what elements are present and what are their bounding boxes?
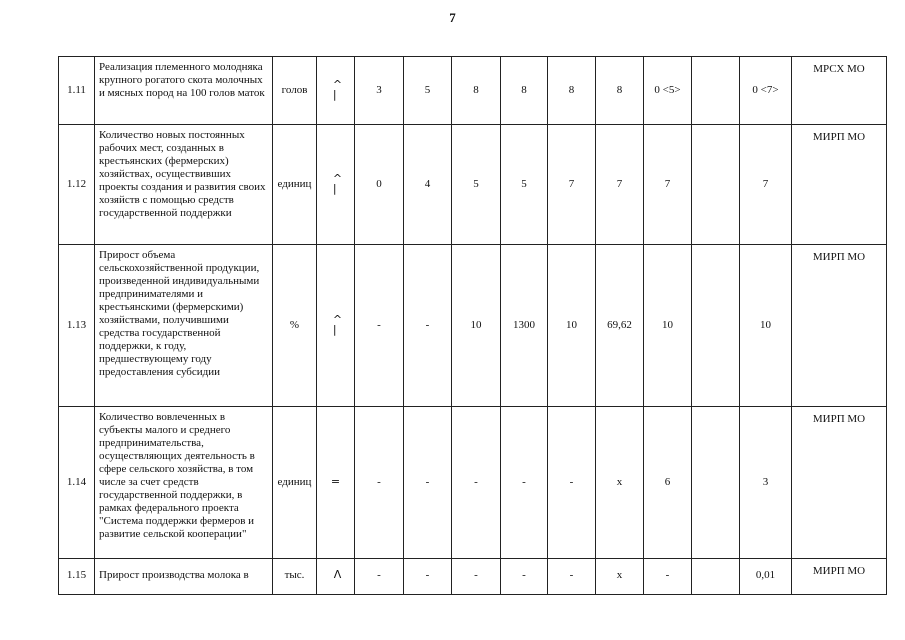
value-cell: 8 <box>452 57 501 125</box>
value-cell: 10 <box>548 245 596 407</box>
indicators-table <box>58 56 887 595</box>
value-cell: - <box>404 559 452 595</box>
responsible-body: МИРП МО <box>792 559 887 595</box>
equal-trend-icon: = <box>330 475 341 488</box>
value-cell <box>692 57 740 125</box>
value-cell: - <box>355 245 404 407</box>
unit: единиц <box>273 125 317 245</box>
increase-trend-icon: ^ | <box>332 312 343 336</box>
responsible-body: МИРП МО <box>792 245 887 407</box>
table-row <box>59 245 887 407</box>
row-number: 1.11 <box>59 57 95 125</box>
value-cell: x <box>596 559 644 595</box>
value-cell: - <box>355 407 404 559</box>
value-cell: 8 <box>596 57 644 125</box>
table-row <box>59 407 887 559</box>
unit: голов <box>273 57 317 125</box>
row-number: 1.12 <box>59 125 95 245</box>
value-cell: 5 <box>452 125 501 245</box>
value-cell: 6 <box>644 407 692 559</box>
indicator-name: Прирост объема сельскохозяйственной продукции, произведенной индивидуальными предпринимателями и крестьянскими (фермерскими) хозяйствами, получившими средства государственной поддержки, к году, предшествующему году предоставления субсидии <box>95 245 273 407</box>
unit: % <box>273 245 317 407</box>
value-cell: 5 <box>501 125 548 245</box>
value-cell <box>692 245 740 407</box>
indicator-name: Количество вовлеченных в субъекты малого и среднего предпринимательства, осуществляющих деятельность в сфере сельского хозяйства, в том числе за счет средств государственной поддержки, в рамках федерального проекта "Система поддержки фермеров и развитие сельской кооперации" <box>95 407 273 559</box>
value-cell: 0 <box>355 125 404 245</box>
trend-cell <box>317 125 355 245</box>
value-cell: - <box>644 559 692 595</box>
value-cell: 10 <box>644 245 692 407</box>
value-cell: - <box>548 559 596 595</box>
value-cell: 1300 <box>501 245 548 407</box>
value-cell: 0,01 <box>740 559 792 595</box>
trend-cell <box>317 57 355 125</box>
value-cell: 10 <box>452 245 501 407</box>
responsible-body: МИРП МО <box>792 125 887 245</box>
value-cell: 0 <5> <box>644 57 692 125</box>
unit: единиц <box>273 407 317 559</box>
responsible-body: МИРП МО <box>792 407 887 559</box>
value-cell: 8 <box>548 57 596 125</box>
value-cell: - <box>501 559 548 595</box>
value-cell: 0 <7> <box>740 57 792 125</box>
value-cell: - <box>452 407 501 559</box>
value-cell: 3 <box>355 57 404 125</box>
row-number: 1.15 <box>59 559 95 595</box>
row-number: 1.13 <box>59 245 95 407</box>
increase-trend-icon: ^ | <box>332 171 343 195</box>
trend-cell <box>317 245 355 407</box>
value-cell: - <box>548 407 596 559</box>
value-cell: 10 <box>740 245 792 407</box>
indicator-name: Прирост производства молока в <box>95 559 273 595</box>
table-row <box>59 57 887 125</box>
responsible-body: МРСХ МО <box>792 57 887 125</box>
value-cell: 4 <box>404 125 452 245</box>
value-cell <box>692 559 740 595</box>
value-cell: - <box>355 559 404 595</box>
table-row <box>59 559 887 595</box>
trend-cell <box>317 407 355 559</box>
trend-cell <box>317 559 355 595</box>
value-cell: 7 <box>644 125 692 245</box>
value-cell: x <box>596 407 644 559</box>
value-cell: 69,62 <box>596 245 644 407</box>
increase-trend-icon: ^ | <box>332 77 343 101</box>
value-cell: 7 <box>548 125 596 245</box>
indicator-name: Количество новых постоянных рабочих мест, созданных в крестьянских (фермерских) хозяйствах, осуществивших проекты создания и развития своих хозяйств с помощью средств государственной поддержки <box>95 125 273 245</box>
unit: тыс. <box>273 559 317 595</box>
value-cell <box>692 125 740 245</box>
value-cell <box>692 407 740 559</box>
increase-trend-icon: Λ <box>333 568 342 581</box>
value-cell: 7 <box>740 125 792 245</box>
row-number: 1.14 <box>59 407 95 559</box>
value-cell: - <box>404 245 452 407</box>
value-cell: - <box>452 559 501 595</box>
page-number: 7 <box>449 10 456 25</box>
value-cell: - <box>404 407 452 559</box>
value-cell: 5 <box>404 57 452 125</box>
indicator-name: Реализация племенного молодняка крупного рогатого скота молочных и мясных пород на 100 голов маток <box>95 57 273 125</box>
value-cell: 3 <box>740 407 792 559</box>
value-cell: - <box>501 407 548 559</box>
table-row <box>59 125 887 245</box>
value-cell: 7 <box>596 125 644 245</box>
value-cell: 8 <box>501 57 548 125</box>
